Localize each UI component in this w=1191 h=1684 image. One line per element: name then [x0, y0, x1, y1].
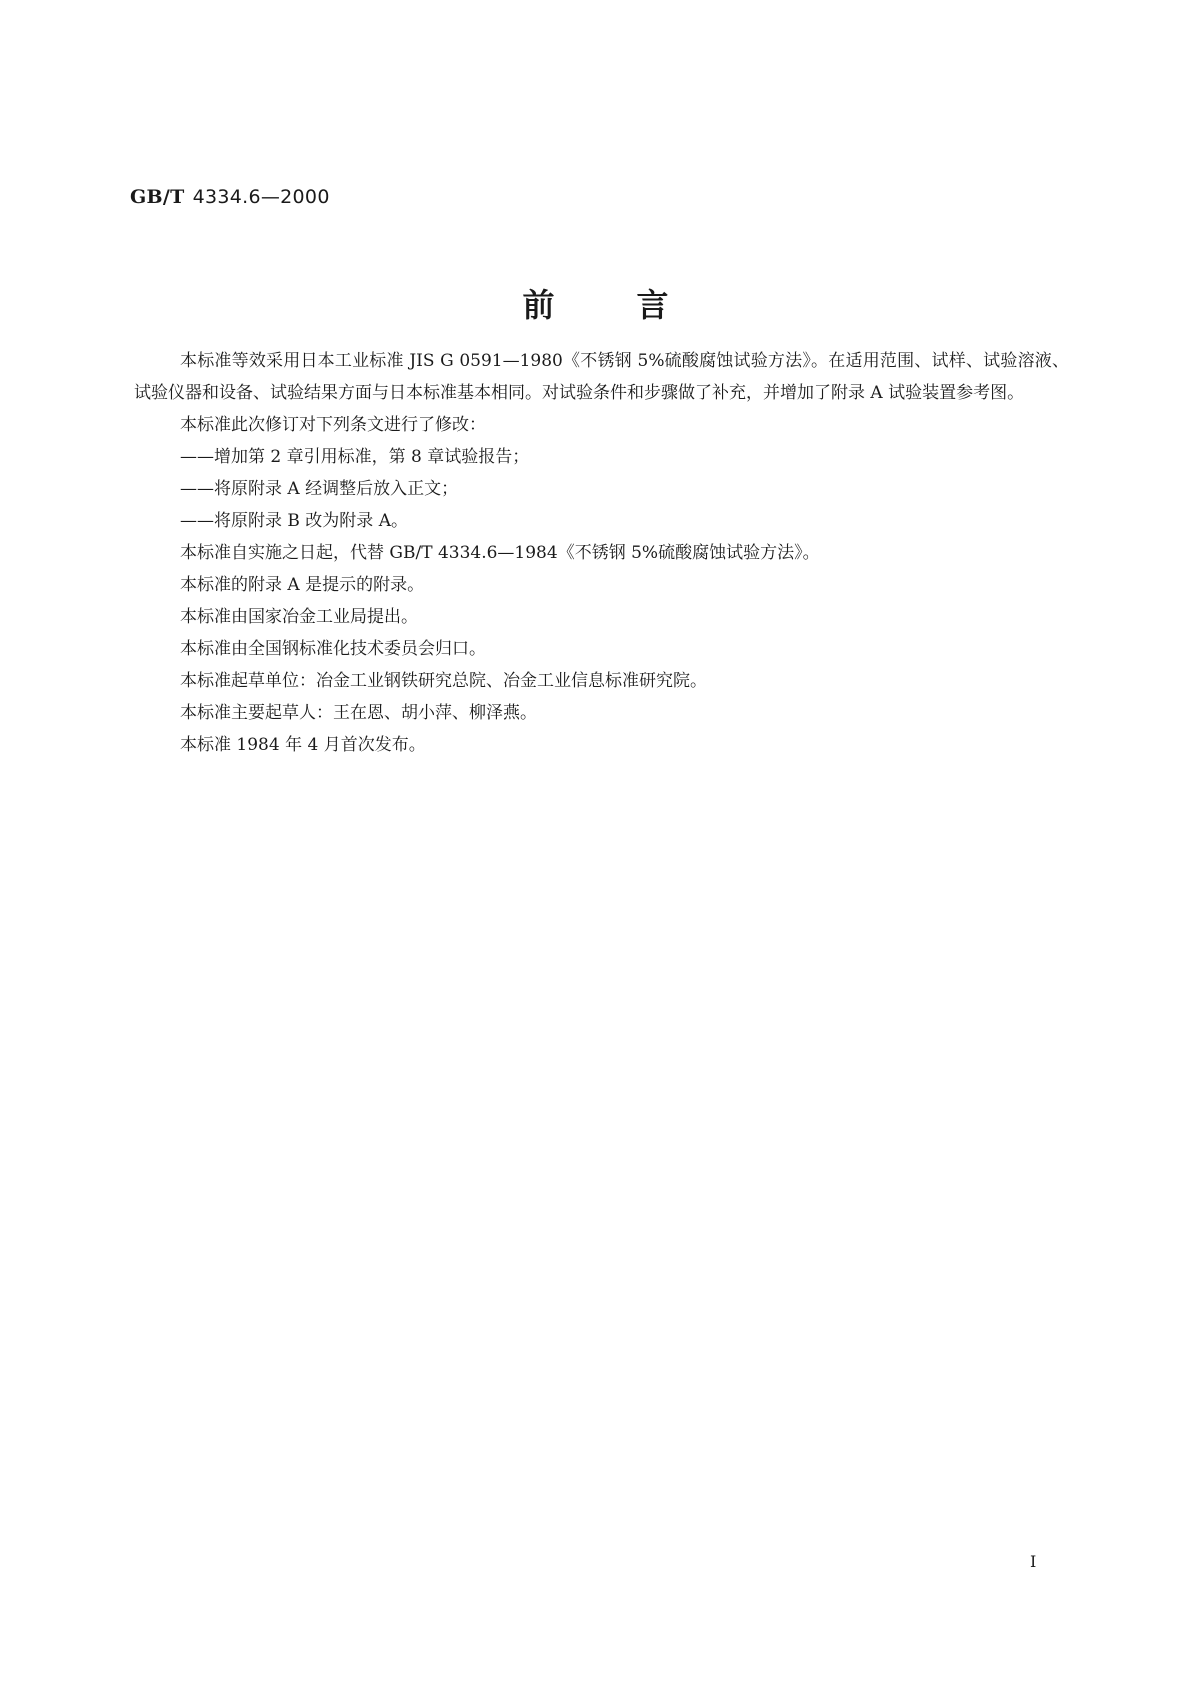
- standard-prefix: GB/T: [130, 186, 185, 208]
- paragraph-annex: 本标准的附录 A 是提示的附录。: [180, 575, 425, 595]
- foreword-body: [134, 345, 1069, 761]
- paragraph-drafting-units: 本标准起草单位：冶金工业钢铁研究总院、冶金工业信息标准研究院。: [180, 671, 707, 691]
- list-item-revision: ——将原附录 B 改为附录 A。: [180, 511, 408, 531]
- list-item-revision: ——将原附录 A 经调整后放入正文；: [180, 479, 459, 499]
- paragraph-revision-intro: 本标准此次修订对下列条文进行了修改：: [180, 415, 486, 435]
- standard-number: 4334.6—2000: [192, 186, 330, 208]
- paragraph-drafters: 本标准主要起草人：王在恩、胡小萍、柳泽燕。: [180, 703, 537, 723]
- page-title: 前言: [522, 286, 751, 324]
- paragraph-adoption: 本标准等效采用日本工业标准 JIS G 0591—1980《不锈钢 5%硫酸腐蚀试验方法》。在适用范围、试样、试验溶液、试验仪器和设备、试验结果方面与日本标准基本相同。对试验条件和步骤做了补充，并增加了附录 A 试验装置参考图。: [134, 351, 1069, 403]
- page-number: I: [1030, 1552, 1037, 1571]
- paragraph-first-issue: 本标准 1984 年 4 月首次发布。: [180, 735, 426, 755]
- paragraph-replacement: 本标准自实施之日起，代替 GB/T 4334.6—1984《不锈钢 5%硫酸腐蚀试验方法》。: [180, 543, 820, 563]
- paragraph-proposer: 本标准由国家冶金工业局提出。: [180, 607, 418, 627]
- list-item-revision: ——增加第 2 章引用标准，第 8 章试验报告；: [180, 447, 530, 467]
- standard-code-header: [130, 186, 330, 208]
- paragraph-committee: 本标准由全国钢标准化技术委员会归口。: [180, 639, 486, 659]
